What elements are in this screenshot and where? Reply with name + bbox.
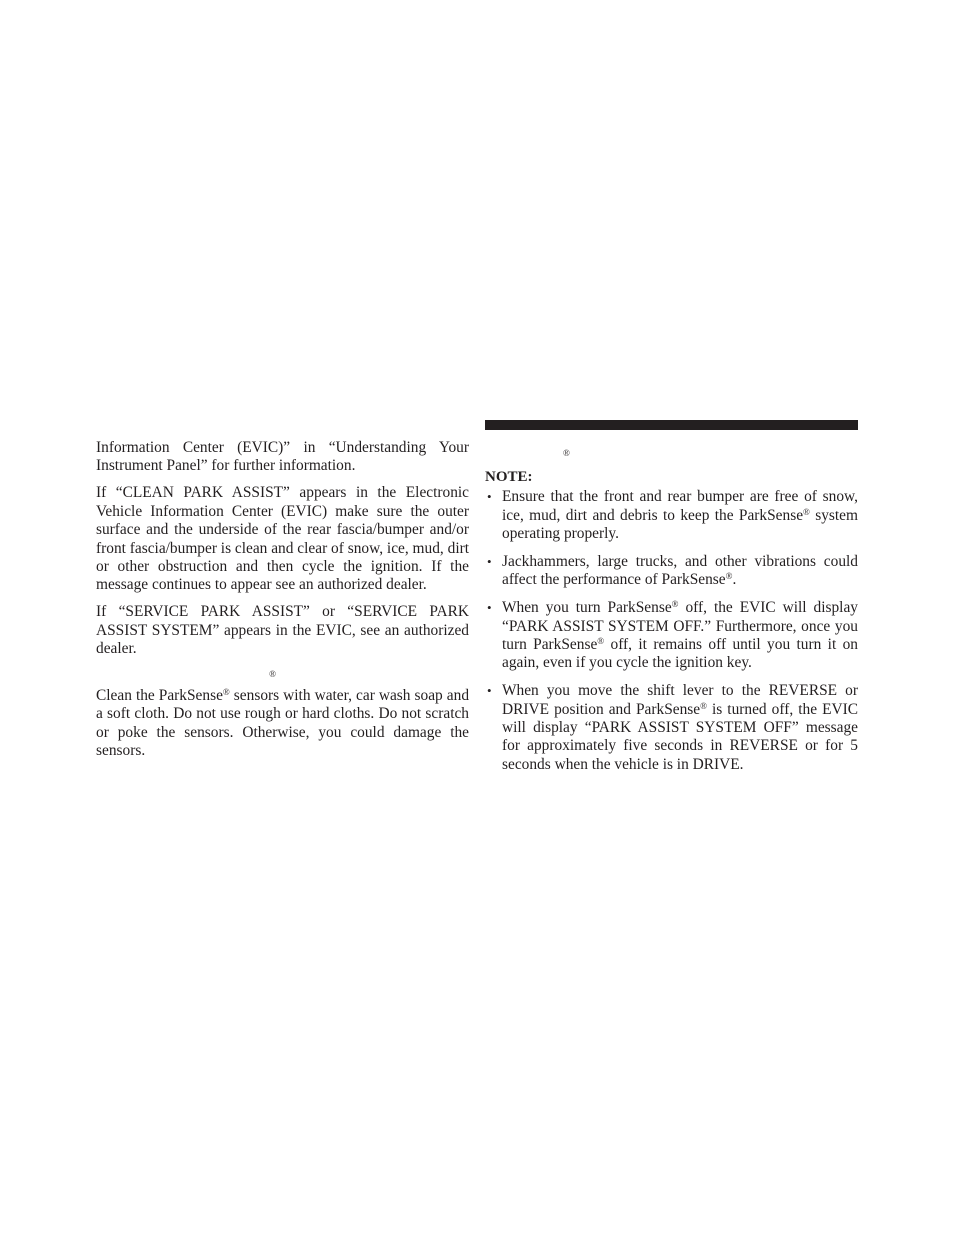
- bullet-icon: •: [487, 600, 492, 616]
- paragraph-service-park-assist: If “SERVICE PARK ASSIST” or “SERVICE PARK ASSIST SYSTEM” appears in the EVIC, see an authorized dealer.: [96, 603, 469, 658]
- registered-mark: ®: [803, 506, 810, 517]
- left-column: [96, 439, 469, 769]
- list-item: • Ensure that the front and rear bumper are free of snow, ice, mud, dirt and debris to keep the ParkSense® system operating properly.: [487, 488, 858, 543]
- registered-mark: ®: [563, 448, 570, 458]
- right-column: [485, 420, 858, 784]
- registered-mark: ®: [597, 636, 605, 647]
- bullet-icon: •: [487, 683, 492, 699]
- list-item: • When you move the shift lever to the REVERSE or DRIVE position and ParkSense® is turned off, the EVIC will display “PARK ASSIST SYSTEM OFF” message for approximately five seconds in REVERSE or for 5 seconds when the vehicle is in DRIVE.: [487, 682, 858, 773]
- list-item: • Jackhammers, large trucks, and other vibrations could affect the performance of ParkSense®.: [487, 553, 858, 589]
- bullet-icon: •: [487, 489, 492, 505]
- paragraph-clean-sensors: Clean the ParkSense® sensors with water, car wash soap and a soft cloth. Do not use rough or hard cloths. Do not scratch or poke the sensors. Otherwise, you could damage the sensors.: [96, 686, 470, 760]
- section-rule-bar: [485, 420, 858, 430]
- section-heading-cleaning: [96, 667, 469, 685]
- paragraph-clean-park-assist: If “CLEAN PARK ASSIST” appears in the Electronic Vehicle Information Center (EVIC) make sure the outer surface and the underside of the rear fascia/bumper and/or front fascia/bumper is clean and clear of snow, ice, mud, dirt or other obstruction and then cycle the ignition. If the message continues to appear see an authorized dealer.: [96, 484, 469, 594]
- registered-mark: ®: [700, 700, 707, 711]
- note-label: NOTE:: [485, 469, 533, 485]
- list-item: • When you turn ParkSense® off, the EVIC will display “PARK ASSIST SYSTEM OFF.” Furthermore, once you turn ParkSense® off, it remains off until you turn it on again, even if you cycle the ignition key.: [487, 599, 859, 672]
- note-bullet-list: [485, 488, 858, 774]
- registered-mark: ®: [671, 599, 679, 610]
- bullet-icon: •: [487, 554, 492, 570]
- registered-mark: ®: [222, 686, 230, 697]
- paragraph-evic-reference: Information Center (EVIC)” in “Understanding Your Instrument Panel” for further information.: [96, 439, 469, 475]
- registered-mark: ®: [725, 571, 733, 582]
- registered-mark: ®: [269, 668, 276, 679]
- section-heading-precautions: [485, 446, 858, 464]
